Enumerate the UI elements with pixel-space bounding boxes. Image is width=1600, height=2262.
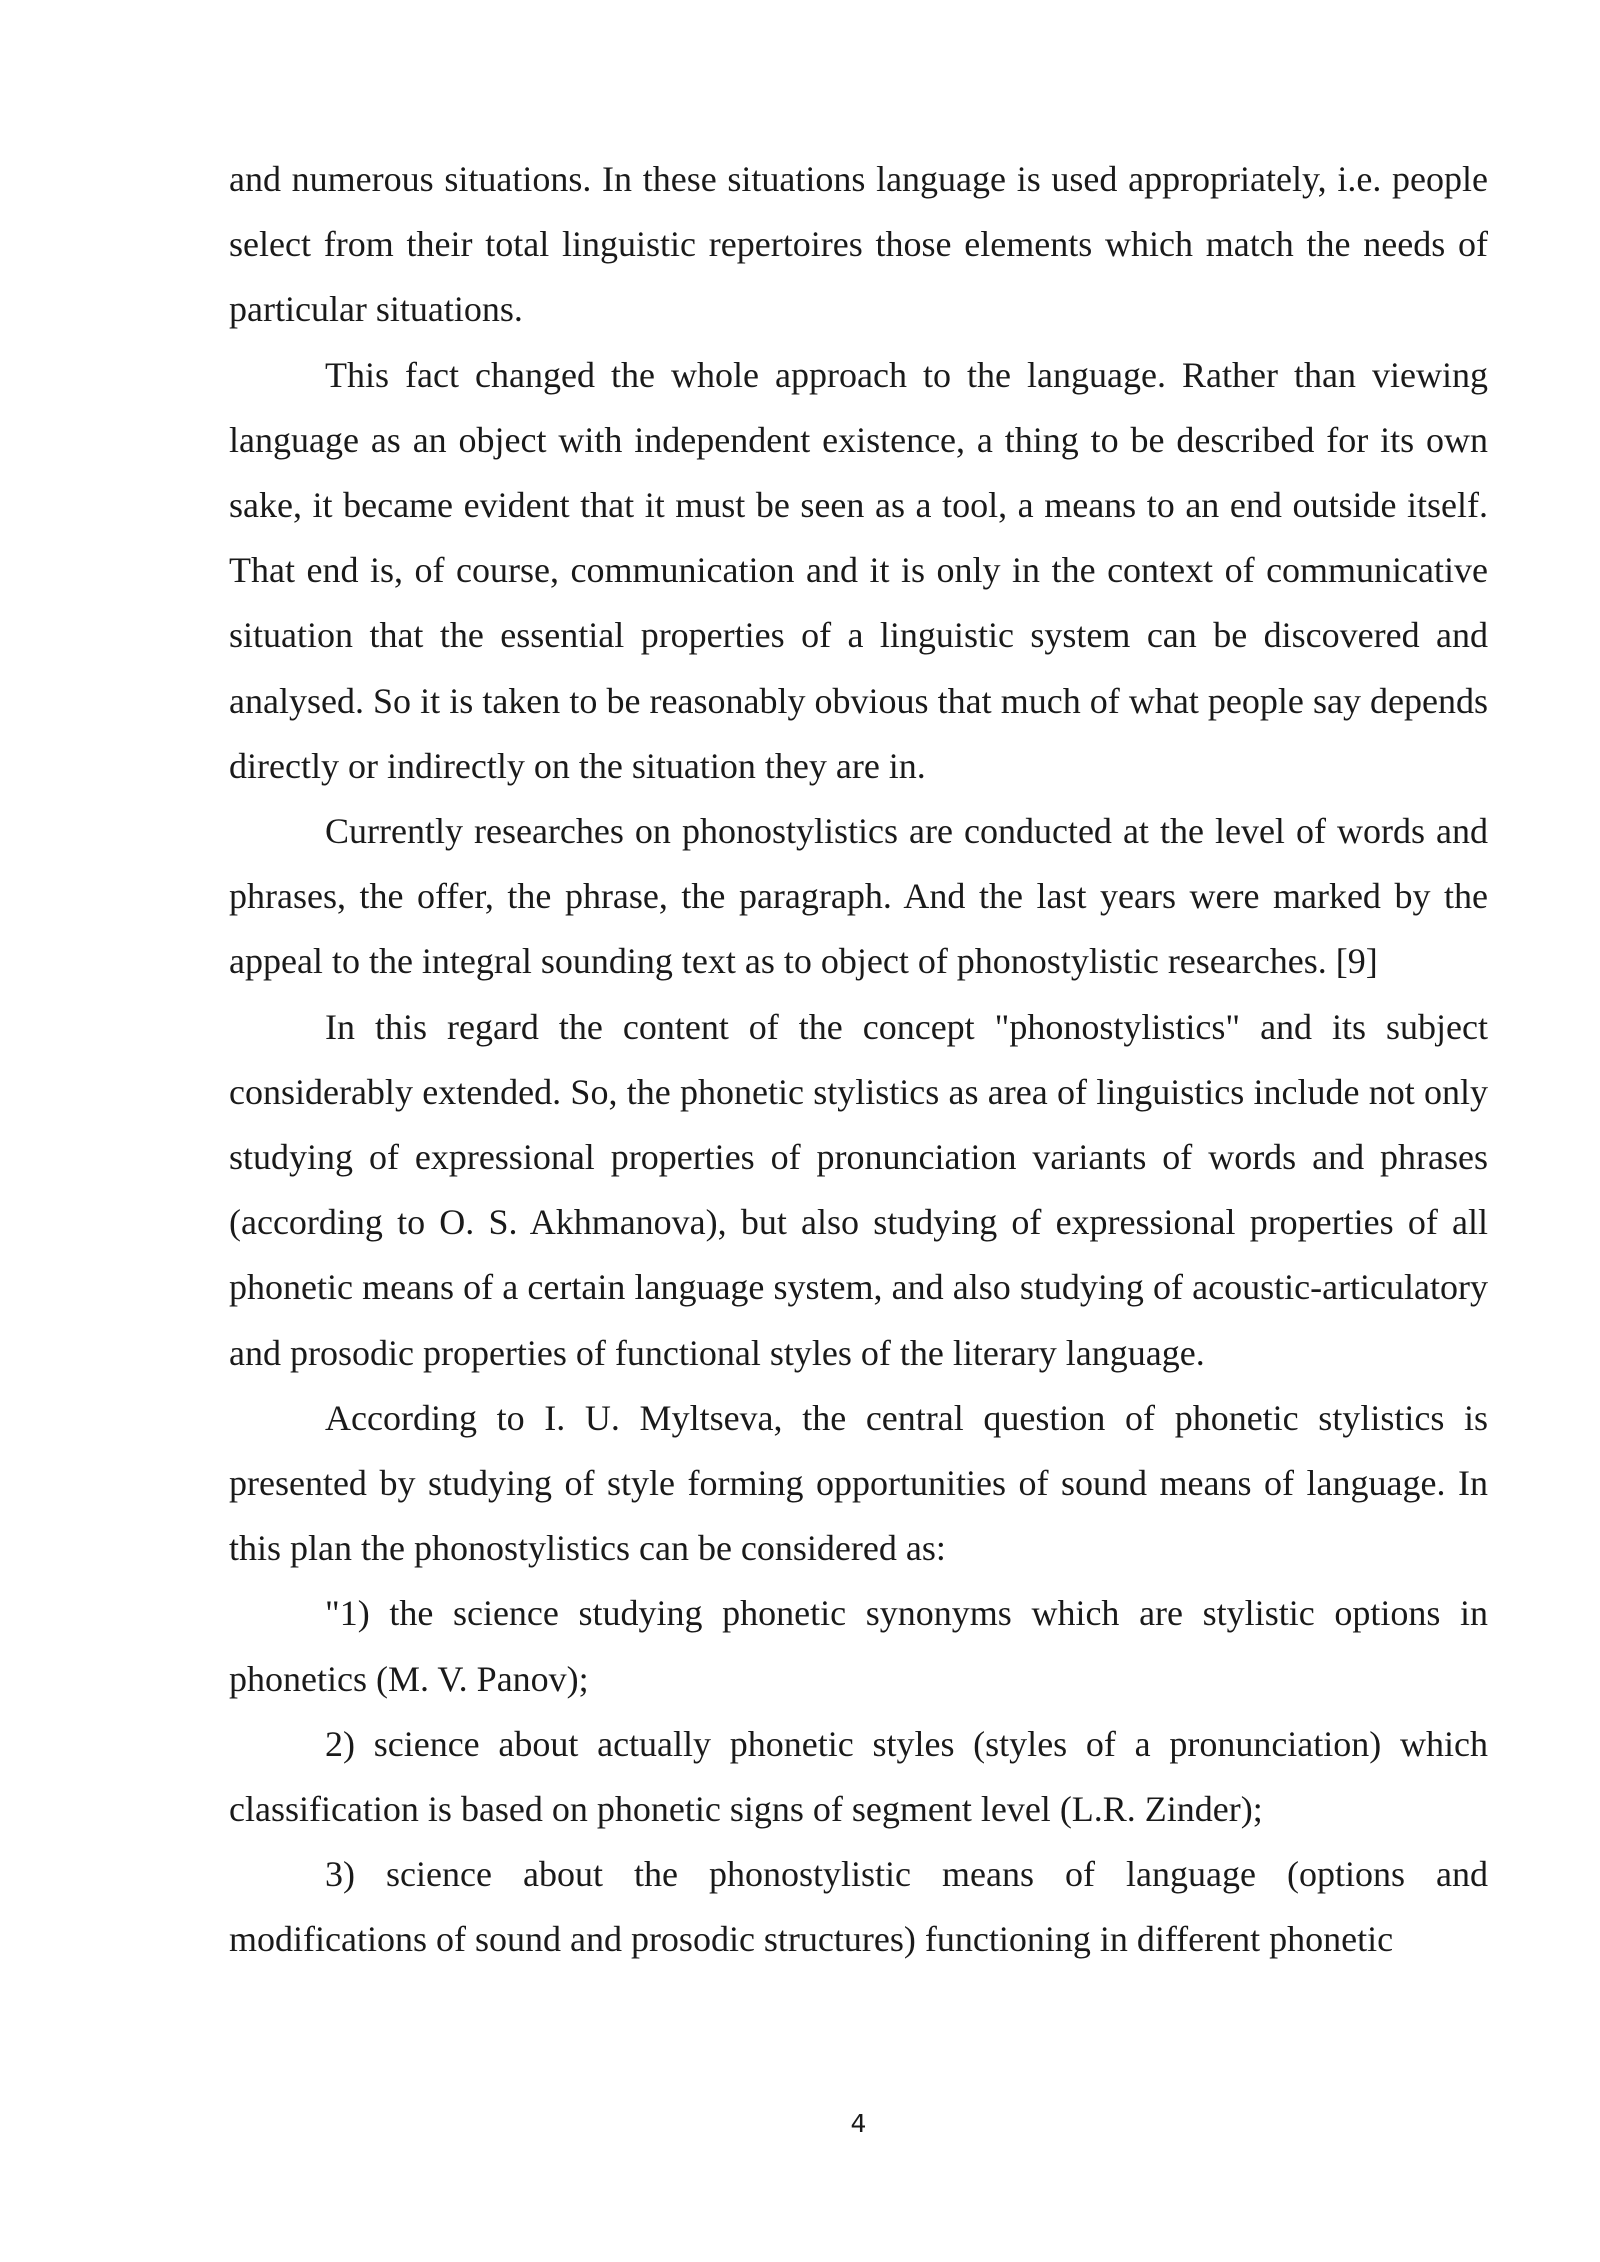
- body-text: [229, 147, 1488, 1973]
- paragraph-approach: This fact changed the whole approach to the language. Rather than viewing language as an object with independent existence, a thing to be described for its own sake, it became evident that it must be seen as a tool, a means to an end outside itself. That end is, of course, communication and it is only in the context of communicative situation that the essential properties of a linguistic system can be discovered and analysed. So it is taken to be reasonably obvious that much of what people say depends directly or indirectly on the situation they are in.: [229, 354, 1488, 786]
- list-item-1: "1) the science studying phonetic synonyms which are stylistic options in phonetics (M. V. Panov);: [229, 1593, 1488, 1699]
- paragraph-concept: In this regard the content of the concept "phonostylistics" and its subject considerably extended. So, the phonetic stylistics as area of linguistics include not only studying of expressional properties of pronunciation variants of words and phrases (according to O. S. Akhmanova), but also studying of expressional properties of all phonetic means of a certain language system, and also studying of acoustic-articulatory and prosodic properties of functional styles of the literary language.: [229, 1006, 1488, 1373]
- paragraph-myltseva: According to I. U. Myltseva, the central question of phonetic stylistics is presented by studying of style forming opportunities of sound means of language. In this plan the phonostylistics can be considered as:: [229, 1397, 1488, 1569]
- list-item-2: 2) science about actually phonetic styles (styles of a pronunciation) which classification is based on phonetic signs of segment level (L.R. Zinder);: [229, 1723, 1488, 1830]
- paragraph-current-research: Currently researches on phonostylistics are conducted at the level of words and phrases, the offer, the phrase, the paragraph. And the last years were marked by the appeal to the integral sounding text as to object of phonostylistic researches. [9]: [229, 811, 1488, 982]
- page-number: 4: [850, 2109, 867, 2138]
- list-item-3: 3) science about the phonostylistic means of language (options and modifications of sound and prosodic structures) functioning in different phonetic: [229, 1854, 1488, 1960]
- paragraph-continuation: and numerous situations. In these situations language is used appropriately, i.e. people select from their total linguistic repertoires those elements which match the needs of particular situations.: [229, 159, 1488, 330]
